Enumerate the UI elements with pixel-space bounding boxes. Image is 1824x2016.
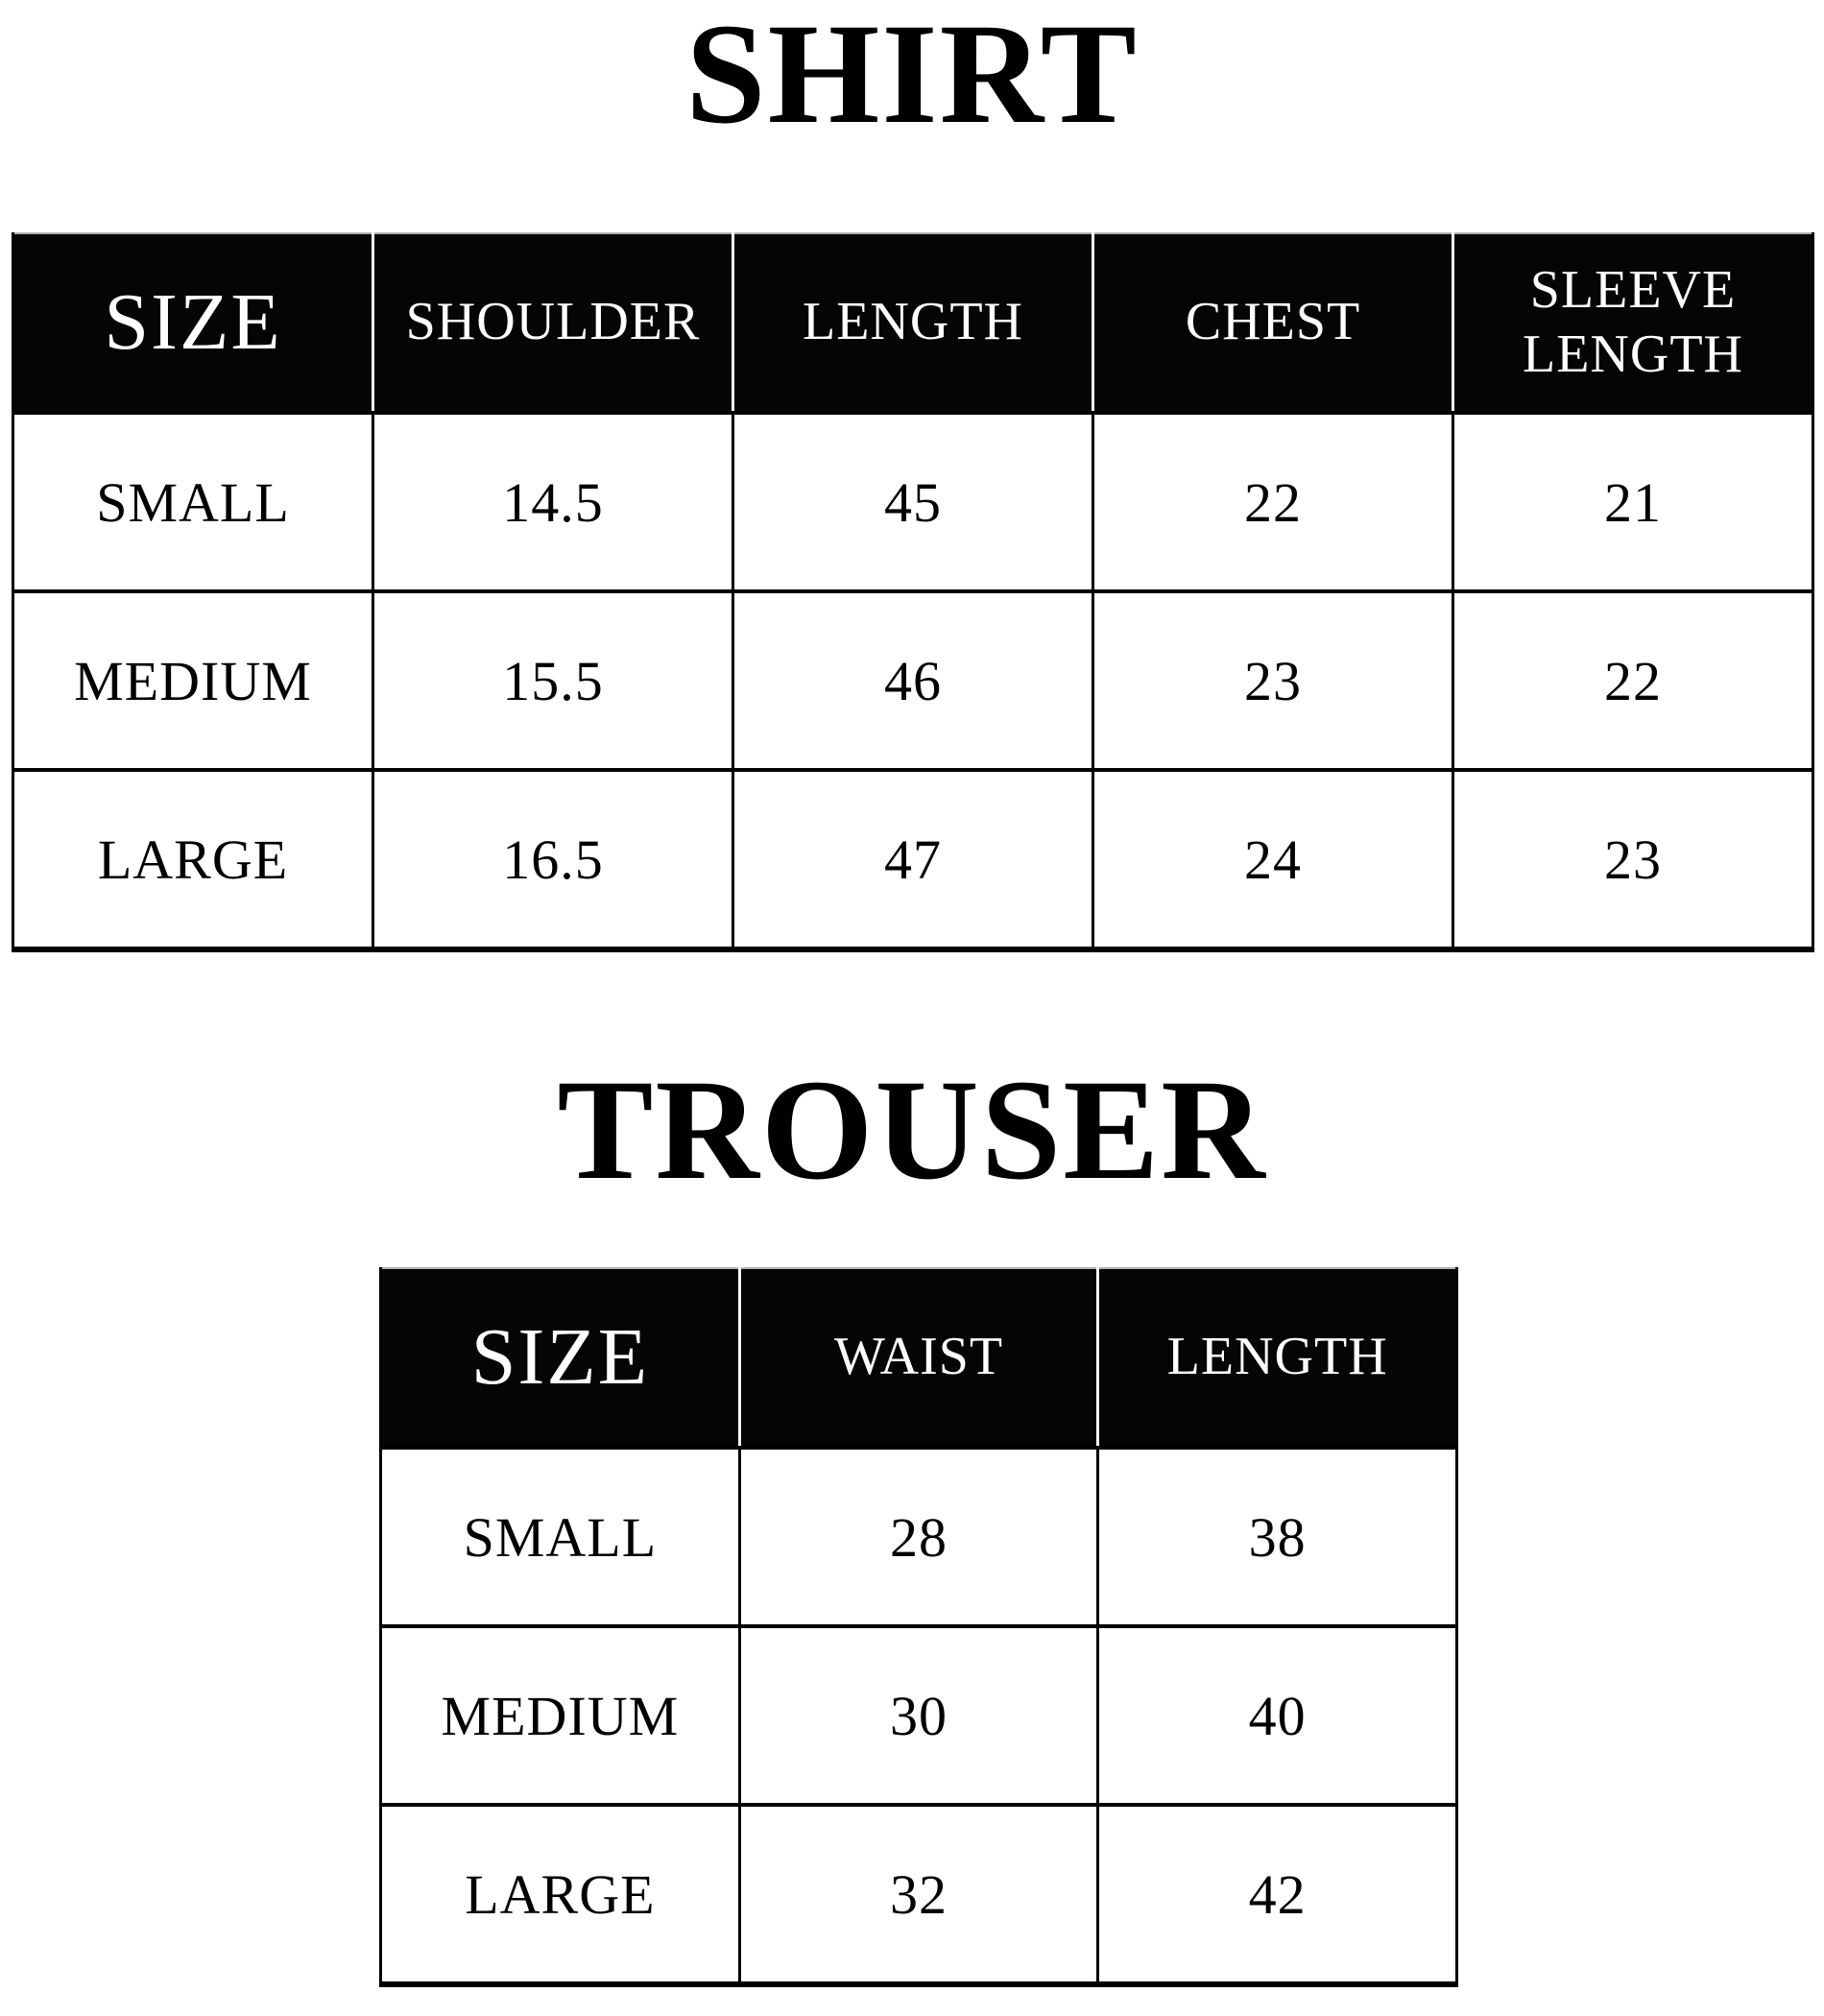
measurement-cell: 23 — [1453, 770, 1813, 949]
trouser-header-length: LENGTH — [1098, 1268, 1457, 1448]
shirt-header-size: SIZE — [13, 233, 373, 413]
size-label-cell: MEDIUM — [13, 591, 373, 770]
shirt-size-table — [12, 232, 1814, 952]
shirt-header-chest: CHEST — [1093, 233, 1453, 413]
shirt-header-shoulder: SHOULDER — [373, 233, 733, 413]
measurement-cell: 38 — [1098, 1448, 1457, 1626]
shirt-row-medium — [13, 591, 1813, 770]
trouser-row-small — [381, 1448, 1457, 1626]
measurement-cell: 45 — [733, 413, 1093, 591]
measurement-cell: 16.5 — [373, 770, 733, 949]
trouser-header-row — [381, 1268, 1457, 1448]
measurement-cell: 14.5 — [373, 413, 733, 591]
size-label-cell: SMALL — [13, 413, 373, 591]
measurement-cell: 23 — [1093, 591, 1453, 770]
shirt-row-small — [13, 413, 1813, 591]
measurement-cell: 30 — [739, 1626, 1098, 1805]
size-label-cell: SMALL — [381, 1448, 740, 1626]
shirt-table-body — [13, 413, 1813, 949]
measurement-cell: 40 — [1098, 1626, 1457, 1805]
size-label-cell: MEDIUM — [381, 1626, 740, 1805]
measurement-cell: 24 — [1093, 770, 1453, 949]
trouser-header-size: SIZE — [381, 1268, 740, 1448]
measurement-cell: 42 — [1098, 1805, 1457, 1984]
shirt-header-row — [13, 233, 1813, 413]
size-label-cell: LARGE — [381, 1805, 740, 1984]
shirt-title: SHIRT — [685, 0, 1139, 154]
shirt-header-sleeve-length: SLEEVE LENGTH — [1453, 233, 1813, 413]
measurement-cell: 46 — [733, 591, 1093, 770]
measurement-cell: 28 — [739, 1448, 1098, 1626]
trouser-title: TROUSER — [557, 1050, 1267, 1210]
trouser-row-medium — [381, 1626, 1457, 1805]
measurement-cell: 21 — [1453, 413, 1813, 591]
shirt-table-header — [13, 233, 1813, 413]
size-label-cell: LARGE — [13, 770, 373, 949]
shirt-header-length: LENGTH — [733, 233, 1093, 413]
trouser-table-body — [381, 1448, 1457, 1984]
trouser-size-table — [379, 1267, 1458, 1987]
trouser-header-waist: WAIST — [739, 1268, 1098, 1448]
trouser-table-header — [381, 1268, 1457, 1448]
measurement-cell: 22 — [1453, 591, 1813, 770]
measurement-cell: 32 — [739, 1805, 1098, 1984]
trouser-row-large — [381, 1805, 1457, 1984]
measurement-cell: 22 — [1093, 413, 1453, 591]
measurement-cell: 15.5 — [373, 591, 733, 770]
measurement-cell: 47 — [733, 770, 1093, 949]
shirt-row-large — [13, 770, 1813, 949]
